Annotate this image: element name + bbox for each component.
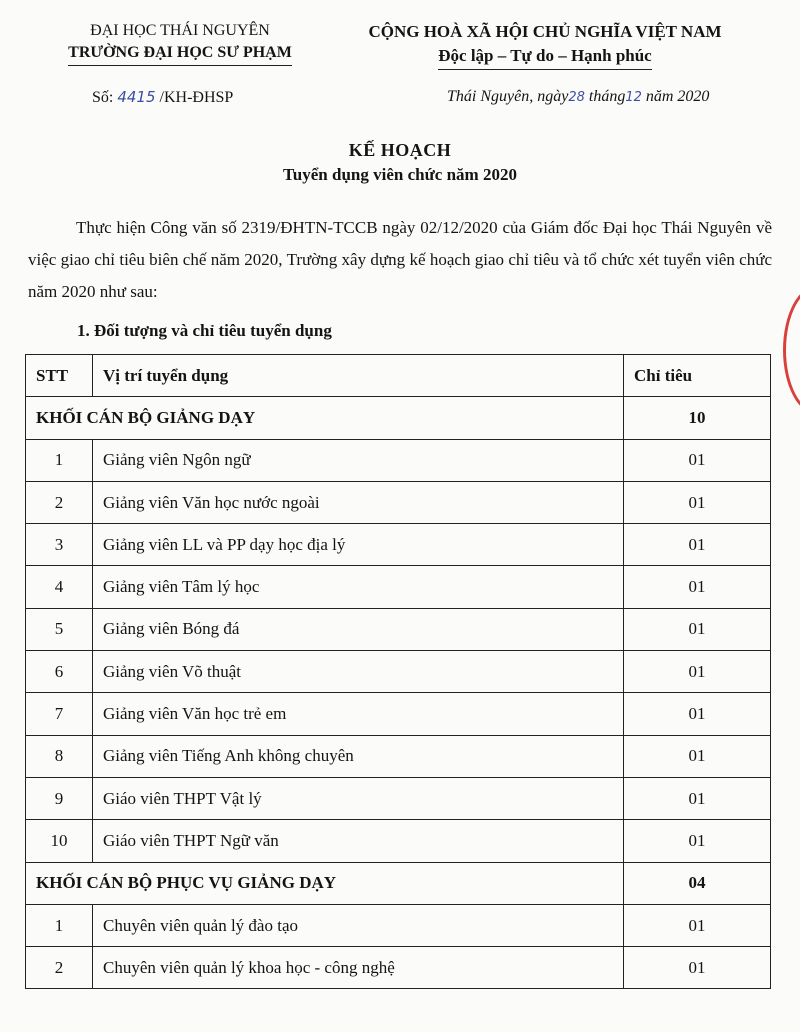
date-month: 12 <box>625 90 642 105</box>
table-row <box>26 820 771 862</box>
doc-number-suffix: /KH-ĐHSP <box>159 89 234 106</box>
row-position: Giảng viên Văn học nước ngoài <box>93 481 624 523</box>
row-quota: 01 <box>624 777 771 819</box>
date-month-word: tháng <box>588 88 626 105</box>
row-stt: 9 <box>26 777 93 819</box>
group-total: 04 <box>624 862 771 904</box>
group-total: 10 <box>624 397 771 439</box>
doc-number-prefix: Số: <box>92 89 114 106</box>
school-name: TRƯỜNG ĐẠI HỌC SƯ PHẠM <box>30 42 330 66</box>
row-stt: 4 <box>26 566 93 608</box>
header-quota: Chỉ tiêu <box>624 355 771 397</box>
red-seal-stamp <box>783 285 800 415</box>
row-position: Chuyên viên quản lý khoa học - công nghệ <box>93 947 624 989</box>
row-position: Giảng viên Tiếng Anh không chuyên <box>93 735 624 777</box>
row-quota: 01 <box>624 820 771 862</box>
table-row <box>26 566 771 608</box>
date-line <box>447 88 709 106</box>
table-row <box>26 651 771 693</box>
row-stt: 1 <box>26 904 93 946</box>
table-body <box>26 397 771 989</box>
document-subtitle: Tuyển dụng viên chức năm 2020 <box>283 165 517 184</box>
row-quota: 01 <box>624 693 771 735</box>
doc-number-handwritten: 4415 <box>117 88 156 106</box>
row-position: Giáo viên THPT Ngữ văn <box>93 820 624 862</box>
document-number <box>92 88 233 107</box>
row-position: Giảng viên Bóng đá <box>93 608 624 650</box>
row-position: Giảng viên Ngôn ngữ <box>93 439 624 481</box>
date-day: 28 <box>568 90 585 105</box>
row-quota: 01 <box>624 524 771 566</box>
row-position: Giảng viên Võ thuật <box>93 651 624 693</box>
row-quota: 01 <box>624 566 771 608</box>
row-quota: 01 <box>624 904 771 946</box>
row-stt: 8 <box>26 735 93 777</box>
table-row <box>26 777 771 819</box>
recruitment-table <box>25 354 771 989</box>
issuer-header <box>30 20 330 66</box>
header-stt: STT <box>26 355 93 397</box>
table-header-row <box>26 355 771 397</box>
row-stt: 2 <box>26 947 93 989</box>
row-stt: 3 <box>26 524 93 566</box>
table-row <box>26 693 771 735</box>
row-position: Giảng viên Văn học trẻ em <box>93 693 624 735</box>
date-year: năm 2020 <box>645 88 710 105</box>
date-place: Thái Nguyên, ngày <box>447 88 569 105</box>
intro-paragraph <box>28 212 772 308</box>
table-row <box>26 947 771 989</box>
row-stt: 1 <box>26 439 93 481</box>
section-heading: 1. Đối tượng và chỉ tiêu tuyển dụng <box>77 321 332 340</box>
row-position: Giảng viên Tâm lý học <box>93 566 624 608</box>
table-row <box>26 439 771 481</box>
row-stt: 2 <box>26 481 93 523</box>
table-group-row <box>26 397 771 439</box>
row-quota: 01 <box>624 651 771 693</box>
national-motto: Độc lập – Tự do – Hạnh phúc <box>335 44 755 70</box>
row-quota: 01 <box>624 481 771 523</box>
row-position: Giảng viên LL và PP dạy học địa lý <box>93 524 624 566</box>
row-position: Giáo viên THPT Vật lý <box>93 777 624 819</box>
row-position: Chuyên viên quản lý đào tạo <box>93 904 624 946</box>
row-quota: 01 <box>624 947 771 989</box>
table-row <box>26 904 771 946</box>
row-stt: 5 <box>26 608 93 650</box>
row-quota: 01 <box>624 735 771 777</box>
university-name: ĐẠI HỌC THÁI NGUYÊN <box>90 22 270 39</box>
table-row <box>26 481 771 523</box>
document-title: KẾ HOẠCH <box>348 140 452 160</box>
row-quota: 01 <box>624 608 771 650</box>
row-quota: 01 <box>624 439 771 481</box>
group-name: KHỐI CÁN BỘ PHỤC VỤ GIẢNG DẠY <box>26 862 624 904</box>
national-header <box>335 20 755 70</box>
table-row <box>26 608 771 650</box>
row-stt: 6 <box>26 651 93 693</box>
group-name: KHỐI CÁN BỘ GIẢNG DẠY <box>26 397 624 439</box>
table-row <box>26 735 771 777</box>
row-stt: 7 <box>26 693 93 735</box>
table-group-row <box>26 862 771 904</box>
national-title: CỘNG HOÀ XÃ HỘI CHỦ NGHĨA VIỆT NAM <box>368 22 722 41</box>
header-position: Vị trí tuyển dụng <box>93 355 624 397</box>
table-row <box>26 524 771 566</box>
intro-text: Thực hiện Công văn số 2319/ĐHTN-TCCB ngày 02/12/2020 của Giám đốc Đại học Thái Nguyên về việc giao chỉ tiêu biên chế năm 2020, Trường xây dựng kế hoạch giao chỉ tiêu và tổ chức xét tuyển viên chức năm 2020 như sau: <box>28 218 772 301</box>
row-stt: 10 <box>26 820 93 862</box>
